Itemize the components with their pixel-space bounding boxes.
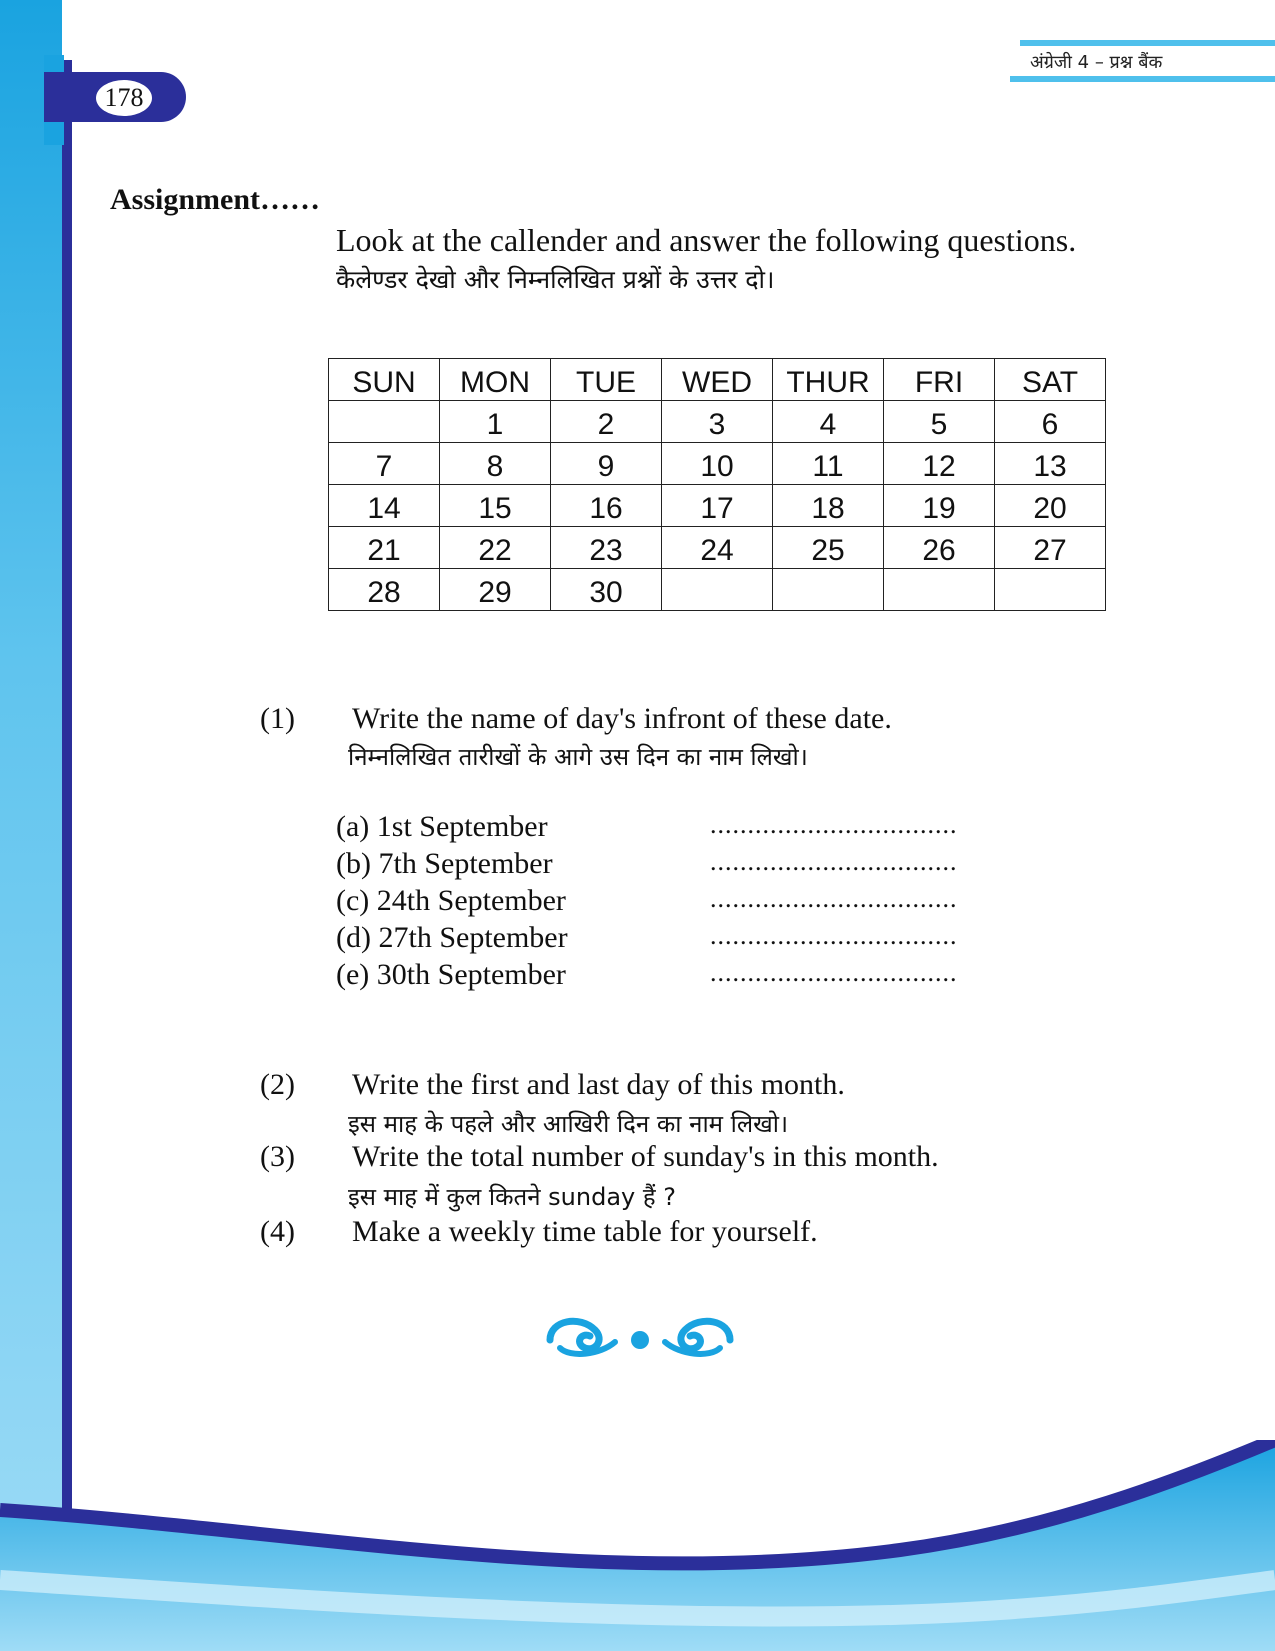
date-cell: 25 [773,527,884,569]
day-header: SUN [329,359,440,401]
question-3-number: (3) [260,1140,295,1173]
day-header: MON [440,359,551,401]
calendar-table [328,358,1106,611]
date-cell: 19 [884,485,995,527]
decorative-ornament-icon [540,1310,740,1360]
question-2-number: (2) [260,1068,295,1101]
calendar-week-row [329,485,1106,527]
bottom-wave-decoration [0,1440,1275,1651]
answer-blank[interactable]: ................................. [710,958,958,987]
date-cell: 18 [773,485,884,527]
date-cell: 1 [440,401,551,443]
date-cell: 21 [329,527,440,569]
date-cell: 28 [329,569,440,611]
date-item-label: (c) 24th September [336,884,566,917]
date-cell: 6 [995,401,1106,443]
date-item-label: (a) 1st September [336,810,548,843]
date-cell: 4 [773,401,884,443]
date-cell: 8 [440,443,551,485]
question-1-number: (1) [260,702,295,735]
day-header: FRI [884,359,995,401]
date-cell: 12 [884,443,995,485]
question-4-number: (4) [260,1215,295,1248]
date-cell: 15 [440,485,551,527]
date-cell: 10 [662,443,773,485]
date-cell: 29 [440,569,551,611]
date-cell: 24 [662,527,773,569]
date-cell: 26 [884,527,995,569]
day-header: THUR [773,359,884,401]
date-cell: 30 [551,569,662,611]
day-header: TUE [551,359,662,401]
answer-blank[interactable]: ................................. [710,810,958,839]
date-cell [995,569,1106,611]
calendar-week-row [329,569,1106,611]
calendar-week-row [329,443,1106,485]
answer-blank[interactable]: ................................. [710,921,958,950]
calendar-week-row [329,527,1106,569]
date-cell: 5 [884,401,995,443]
header-rule-top [1020,40,1275,46]
day-header: SAT [995,359,1106,401]
date-cell: 17 [662,485,773,527]
question-3-text-hindi: इस माह में कुल कितने sunday हैं ? [348,1183,676,1211]
date-cell [662,569,773,611]
date-cell [884,569,995,611]
date-cell: 16 [551,485,662,527]
date-cell: 27 [995,527,1106,569]
date-cell: 13 [995,443,1106,485]
left-decorative-band [0,0,62,1651]
question-1-text: Write the name of day's infront of these date. [352,702,892,735]
running-title: अंग्रेजी 4 – प्रश्न बैंक [1030,52,1163,73]
left-margin-rule [62,60,72,1510]
date-cell: 9 [551,443,662,485]
date-cell: 22 [440,527,551,569]
date-cell: 20 [995,485,1106,527]
calendar-week-row [329,401,1106,443]
date-cell: 14 [329,485,440,527]
assignment-heading: Assignment…… [110,183,321,216]
question-2-text: Write the first and last day of this month. [352,1068,845,1101]
date-cell [773,569,884,611]
date-cell: 2 [551,401,662,443]
answer-blank[interactable]: ................................. [710,884,958,913]
question-4-text: Make a weekly time table for yourself. [352,1215,818,1248]
date-item-label: (d) 27th September [336,921,568,954]
date-item-label: (e) 30th September [336,958,566,991]
date-cell [329,401,440,443]
date-cell: 23 [551,527,662,569]
page-number: 178 [96,80,152,116]
instruction-english: Look at the callender and answer the following questions. [336,222,1077,258]
instruction-hindi: कैलेण्डर देखो और निम्नलिखित प्रश्नों के उत्तर दो। [336,265,775,294]
answer-blank[interactable]: ................................. [710,847,958,876]
question-2-text-hindi: इस माह के पहले और आखिरी दिन का नाम लिखो। [348,1110,789,1138]
day-header: WED [662,359,773,401]
question-3-text: Write the total number of sunday's in this month. [352,1140,939,1173]
header-rule-bottom [1010,76,1275,82]
date-item-label: (b) 7th September [336,847,553,880]
question-1-text-hindi: निम्नलिखित तारीखों के आगे उस दिन का नाम लिखो। [348,743,808,771]
date-cell: 11 [773,443,884,485]
date-cell: 7 [329,443,440,485]
date-cell: 3 [662,401,773,443]
calendar-header-row [329,359,1106,401]
